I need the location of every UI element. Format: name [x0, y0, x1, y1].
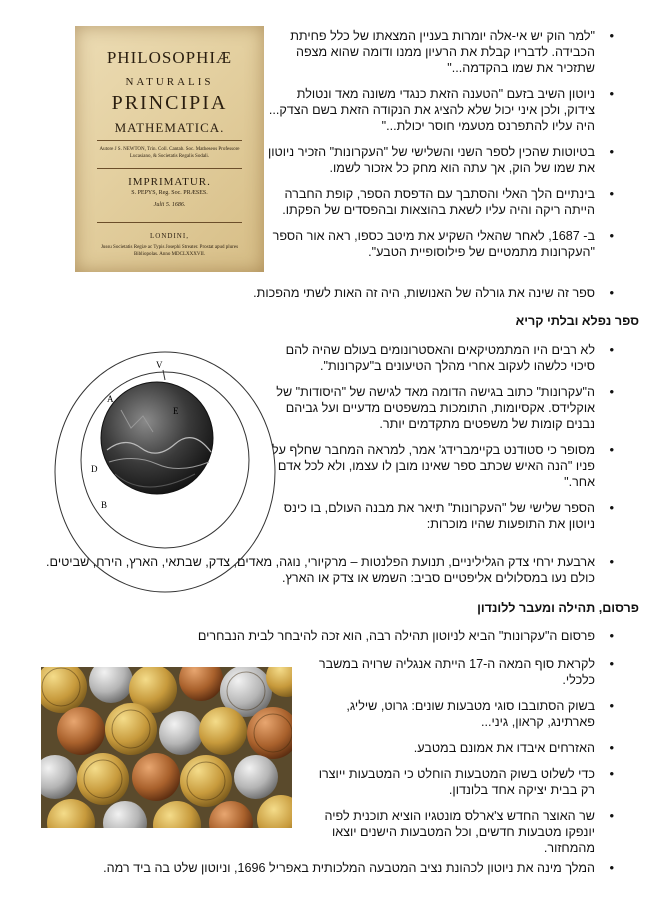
- bullet-list-revolutions: [31, 285, 621, 311]
- book-rule: [97, 222, 242, 223]
- bullet-item: • ניוטון השיב בזעם "הטענה הזאת כנגדי משונה מאד ונטולת צידוק, ולכן איני יכול שלא להציג את הנקודה הזאת בשם הצדק... היה עליו להתפרנס מטעמי חוסר יכולת...": [267, 86, 621, 134]
- bullet-item: • האזרחים איבדו את אמונם במטבע.: [303, 740, 621, 756]
- principia-title-page-image: [75, 26, 264, 272]
- bullet-item: • ה"עקרונות" כתוב בגישה הדומה מאד לגישה של "היסודות" של אוקלידס. אקסיומות, התומכות במשפטים מדעיים ועל גביהם נבנים קומות של משפטים מתקדמים יותר.: [259, 384, 621, 432]
- coins-photo: [41, 667, 292, 828]
- bullet-item: • לקראת סוף המאה ה-17 הייתה אנגליה שרויה במשבר כלכלי.: [303, 656, 621, 688]
- book-pepys: S. PEPYS, Reg. Soc. PRÆSES.: [131, 190, 208, 196]
- bullet-item: • ב- 1687, לאחר שהאלי השקיע את מיטב כספו, ראה אור הספר "העקרונות מתמטיים של פילוסופיית הטבע".: [267, 228, 621, 260]
- section-heading-unreadable-book: ספר נפלא ובלתי קריא: [515, 314, 639, 328]
- bullet-list-coins: [303, 656, 621, 866]
- book-title-line4: MATHEMATICA.: [114, 120, 225, 135]
- book-title-line1: PHILOSOPHIÆ: [106, 48, 233, 67]
- orbit-label-b: B: [101, 500, 108, 510]
- bullet-item: • ארבעת ירחי צדק הגליליניים, תנועת הפלנטות – מרקיורי, נוגה, מאדים, צדק, שבתאי, הארץ, הירח, שביטים. כולם נעו במסלולים אליפטיים סביב: השמש או צדק או הארץ.: [29, 554, 621, 586]
- book-rule: [97, 168, 242, 169]
- book-printer: Jussu Societatis Regiæ ac Typis Josephi Streater. Prostat apud plures Bibliopolas. Anno MDCLXXXVII.: [100, 245, 239, 257]
- bullet-item: • פרסום ה"עקרונות" הביא לניוטון תהילה רבה, הוא זכה להיבחר לבית הנבחרים: [31, 628, 621, 644]
- book-title-line3: PRINCIPIA: [111, 92, 228, 114]
- bullet-item: • כדי לשלוט בשוק המטבעות הוחלט כי המטבעות ייוצרו רק בבית יציקה אחד בלונדון.: [303, 766, 621, 798]
- bullet-item: • המלך מינה את ניוטון לכהונת נציב המטבעה המלכותית באפריל 1696, וניוטון שלט בה ביד רמה.: [31, 860, 621, 876]
- book-author-line: Autore J S. NEWTON, Trin. Coll. Cantab. Soc. Matheseos Professore Lucasiano, & Societatis Regalis Sodali.: [99, 147, 240, 159]
- book-date: Julii 5. 1686.: [153, 202, 186, 208]
- bullet-item: • בשוק הסתובבו סוגי מטבעות שונים: גרוט, שיליג, פארתינג, קראון, גיני...: [303, 698, 621, 730]
- orbit-label-d: D: [91, 464, 98, 474]
- book-title-line2: NATURALIS: [125, 76, 214, 88]
- planetary-orbits-figure: [45, 340, 285, 598]
- bullet-item: • הספר שלישי של "העקרונות" תיאר את מבנה העולם, בו כינס ניוטון את התופעות שהיו מוכרות:: [259, 500, 621, 532]
- bullet-list-fame: [31, 628, 621, 654]
- bullet-item: • ספר זה שינה את גורלה של האנושות, היה זה האות לשתי מהפכות.: [31, 285, 621, 301]
- orbit-label-a: A: [107, 394, 114, 404]
- bullet-item: • מסופר כי סטודנט בקיימברידג' אמר, למראה המחבר שחלף על פניו "הנה האיש שכתב ספר שאינו מובן לו עצמו, ולא לכל אדם אחר.": [259, 442, 621, 490]
- orbit-label-e: E: [173, 406, 179, 416]
- bullet-item: • שר האוצר החדש צ'ארלס מונטגיו הוציא תוכנית לפיה יונפקו מטבעות חדשים, וכל המטבעות הישנים יוצאו מהמחזור.: [303, 808, 621, 856]
- book-imprimatur: IMPRIMATUR.: [128, 176, 211, 188]
- bullet-list-mint: [31, 860, 621, 886]
- section-heading-publication: פרסום, תהילה ומעבר ללונדון: [477, 601, 639, 615]
- bullet-list-principia-content: [259, 342, 621, 542]
- bullet-item: • בינתיים הלך האלי והסתבך עם הדפסת הספר, קופת החברה הייתה ריקה והיה עליו לשאת בהוצאות ובהפסדים של הפקתו.: [267, 186, 621, 218]
- bullet-item: • "למר הוק יש אי-אלה יומרות בעניין המצאתו של כלל פחיתת הכבידה. לדבריו קבלת את הרעיון ממנו ודומה שהוא מצפה שתזכיר את שמו בהקדמה...": [267, 28, 621, 76]
- bullet-item: • בטיוטות שהכין לספר השני והשלישי של "העקרונות" הזכיר ניוטון את שמו של הוק, אך עתה הוא מחק כל אזכור לשמו.: [267, 144, 621, 176]
- bullet-item: • לא רבים היו המתמטיקאים והאסטרונומים בעולם שהיה להם סיכוי כלשהו לעקוב אחרי מהלך הטיעונים ב"עקרונות".: [259, 342, 621, 374]
- bullet-list-hooke-dispute: [267, 28, 621, 270]
- book-city: LONDINI,: [150, 232, 189, 240]
- book-rule: [97, 140, 242, 141]
- orbit-label-v: V: [156, 360, 163, 370]
